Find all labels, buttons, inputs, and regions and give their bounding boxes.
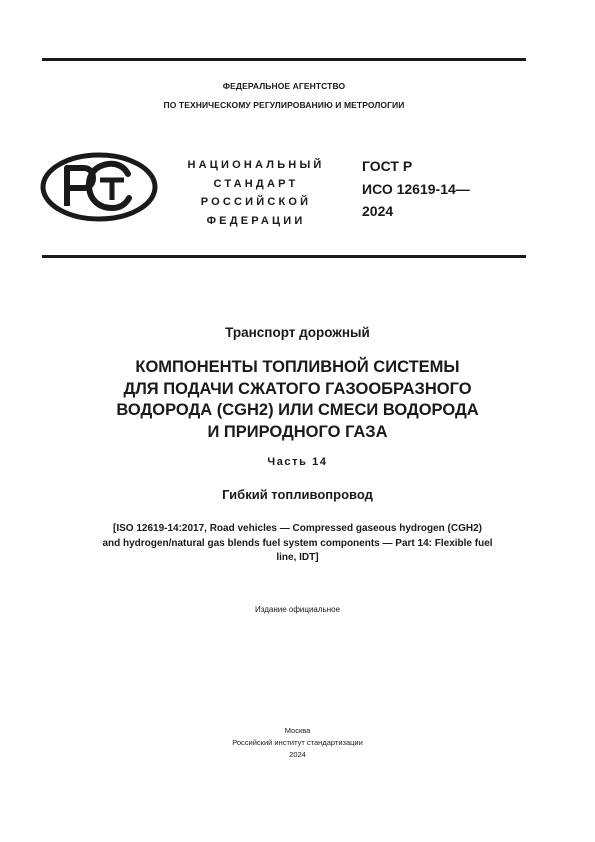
national-standard-line: ФЕДЕРАЦИИ — [206, 214, 306, 227]
national-standard-line: РОССИЙСКОЙ — [200, 196, 312, 208]
iso-reference-line: line, IDT] — [276, 552, 319, 563]
main-title-line: ВОДОРОДА (CGH2) ИЛИ СМЕСИ ВОДОРОДА — [116, 401, 479, 419]
publisher-city: Москва — [284, 726, 311, 735]
main-title-line: КОМПОНЕНТЫ ТОПЛИВНОЙ СИСТЕМЫ — [135, 358, 460, 376]
designation-line: ГОСТ Р — [362, 158, 413, 174]
part-number: Часть 14 — [267, 456, 328, 468]
national-standard-label — [168, 156, 344, 230]
header-top-rule — [42, 58, 526, 61]
iso-reference-line: [ISO 12619-14:2017, Road vehicles — Compressed gaseous hydrogen (CGH2) — [112, 523, 483, 534]
iso-reference-line: and hydrogen/natural gas blends fuel system components — Part 14: Flexible fuel — [102, 537, 493, 549]
publisher-name: Российский институт стандартизации — [232, 738, 363, 747]
header-bottom-rule — [42, 255, 526, 258]
agency-name-line1: ФЕДЕРАЛЬНОЕ АГЕНТСТВО — [222, 81, 346, 91]
designation-line: 2024 — [362, 203, 394, 219]
publisher-info — [30, 725, 565, 761]
iso-reference — [30, 522, 565, 566]
publisher-year: 2024 — [289, 750, 306, 759]
designation-line: ИСО 12619-14— — [362, 180, 470, 197]
national-standard-line: НАЦИОНАЛЬНЫЙ — [187, 159, 325, 171]
rst-logo-icon — [40, 152, 158, 222]
standard-designation — [362, 155, 470, 223]
national-standard-line: СТАНДАРТ — [213, 177, 299, 190]
agency-name-line2: ПО ТЕХНИЧЕСКОМУ РЕГУЛИРОВАНИЮ И МЕТРОЛОГИИ — [163, 100, 405, 110]
edition-label: Издание официальное — [254, 605, 341, 614]
main-title-line: ДЛЯ ПОДАЧИ СЖАТОГО ГАЗООБРАЗНОГО — [123, 379, 472, 398]
main-title-line: И ПРИРОДНОГО ГАЗА — [207, 422, 388, 441]
part-title: Гибкий топливопровод — [222, 487, 373, 502]
document-subject: Транспорт дорожный — [225, 325, 370, 340]
document-main-title — [30, 357, 565, 443]
